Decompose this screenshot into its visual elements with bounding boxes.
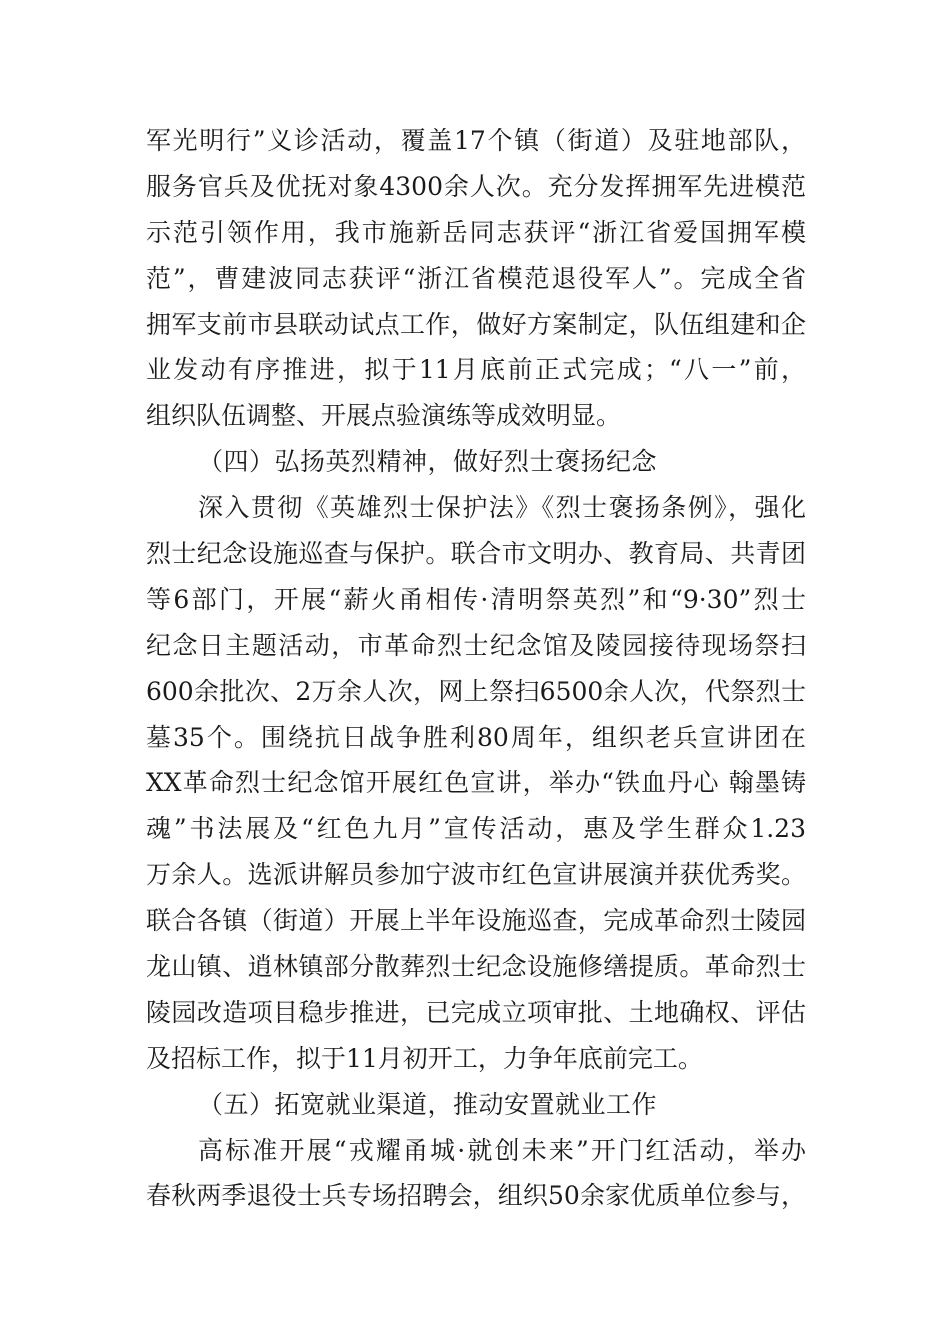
text-line: 范”，曹建波同志获评“浙江省模范退役军人”。完成全省 — [146, 263, 806, 293]
text-line: 龙山镇、逍林镇部分散葬烈士纪念设施修缮提质。革命烈士 — [146, 952, 806, 982]
text-line: 及招标工作，拟于11月初开工，力争年底前完工。 — [146, 1043, 703, 1073]
document-body — [146, 118, 806, 1219]
text-line: XX革命烈士纪念馆开展红色宣讲，举办“铁血丹心 翰墨铸 — [146, 768, 806, 798]
text-line: 联合各镇（街道）开展上半年设施巡查，完成革命烈士陵园 — [146, 906, 806, 936]
text-line: 组织队伍调整、开展点验演练等成效明显。 — [146, 401, 622, 431]
text-line: 高标准开展“戎耀甬城·就创未来”开门红活动，举办 — [198, 1135, 806, 1165]
text-line: 纪念日主题活动，市革命烈士纪念馆及陵园接待现场祭扫 — [146, 630, 806, 660]
text-line: 军光明行”义诊活动，覆盖17个镇（街道）及驻地部队， — [146, 126, 806, 155]
text-line: 墓35个。围绕抗日战争胜利80周年，组织老兵宣讲团在 — [146, 722, 806, 752]
text-line: 服务官兵及优抚对象4300余人次。充分发挥拥军先进模范 — [146, 171, 806, 201]
text-line: 春秋两季退役士兵专场招聘会，组织50余家优质单位参与， — [146, 1181, 806, 1211]
text-line: 等6部门，开展“薪火甬相传·清明祭英烈”和“9·30”烈士 — [146, 584, 806, 614]
text-line: 陵园改造项目稳步推进，已完成立项审批、土地确权、评估 — [146, 997, 806, 1027]
text-line: 万余人。选派讲解员参加宁波市红色宣讲展演并获优秀奖。 — [146, 860, 806, 890]
text-line: 烈士纪念设施巡查与保护。联合市文明办、教育局、共青团 — [146, 539, 806, 569]
section-heading-4: （四）弘扬英烈精神，做好烈士褒扬纪念 — [198, 447, 658, 477]
text-line: 示范引领作用，我市施新岳同志获评“浙江省爱国拥军模 — [146, 217, 806, 247]
text-line: 业发动有序推进，拟于11月底前正式完成；“八一”前， — [146, 355, 806, 385]
section-heading-5: （五）拓宽就业渠道，推动安置就业工作 — [198, 1089, 658, 1119]
text-line: 600余批次、2万余人次，网上祭扫6500余人次，代祭烈士 — [146, 676, 806, 706]
text-line: 拥军支前市县联动试点工作，做好方案制定，队伍组建和企 — [146, 309, 806, 339]
text-line: 魂”书法展及“红色九月”宣传活动，惠及学生群众1.23 — [146, 814, 806, 844]
text-line: 深入贯彻《英雄烈士保护法》《烈士褒扬条例》，强化 — [198, 493, 806, 523]
